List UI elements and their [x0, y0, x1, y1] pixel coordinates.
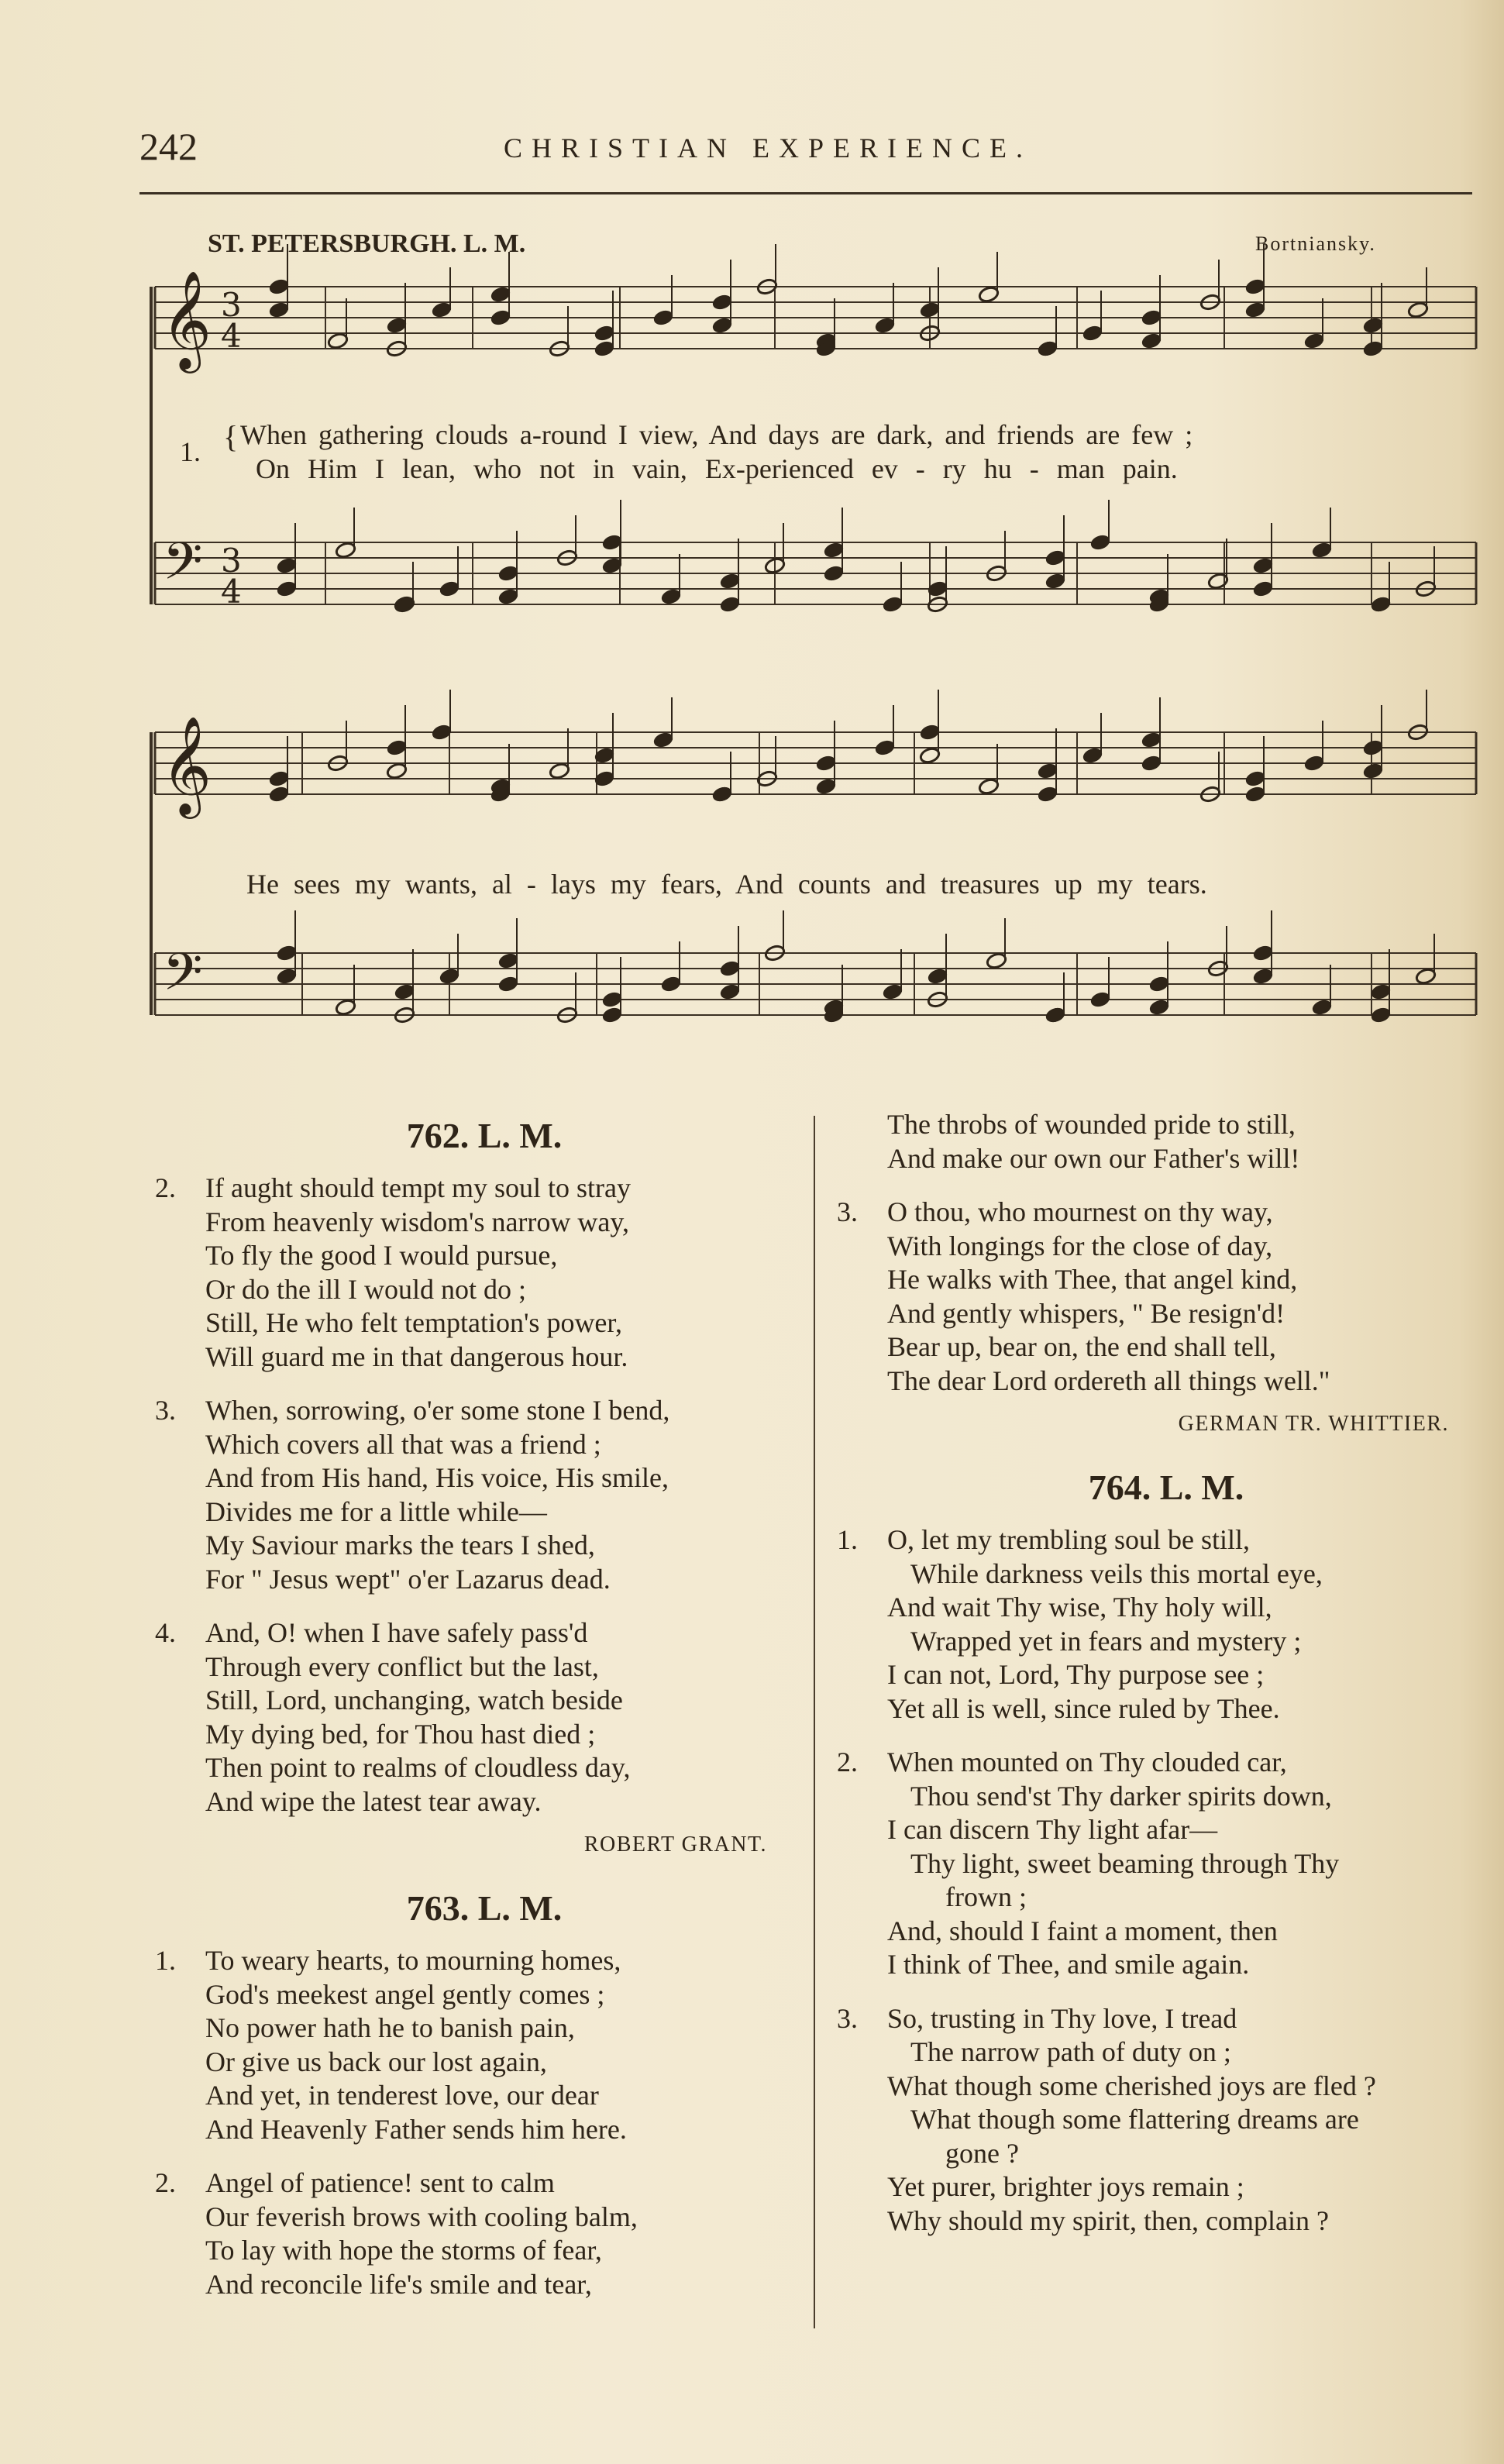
verse-line: Wrapped yet in fears and mystery ; [910, 1625, 1302, 1657]
verse-line: My dying bed, for Thou hast died ; [205, 1718, 596, 1750]
verse-line: God's meekest angel gently comes ; [205, 1978, 605, 2010]
verse-line: I can discern Thy light afar— [887, 1814, 1218, 1845]
verse-number: 3. [837, 1196, 858, 1227]
verse-line: O, let my trembling soul be still, [887, 1524, 1250, 1555]
hymn-763-attribution: GERMAN TR. WHITTIER. [1178, 1412, 1449, 1436]
verse-line: Divides me for a little while— [205, 1495, 547, 1527]
page-number: 242 [139, 125, 198, 168]
hymn-763-heading: 763. L. M. [406, 1888, 563, 1928]
verse [837, 1746, 1495, 1982]
verse-line: And, O! when I have safely pass'd [205, 1617, 588, 1648]
verse-line: The narrow path of duty on ; [910, 2036, 1231, 2067]
verse-line: Yet all is well, since ruled by Thee. [887, 1692, 1280, 1724]
verse [837, 1196, 1495, 1398]
hymn-762-verses [155, 1172, 814, 1819]
svg-text:4: 4 [221, 573, 242, 611]
verse-line: And wipe the latest tear away. [205, 1785, 542, 1817]
verse-line: And reconcile life's smile and tear, [205, 2268, 592, 2300]
svg-text:𝄞: 𝄞 [161, 715, 212, 814]
verse-number: 3. [155, 1395, 176, 1426]
verse-line: gone ? [945, 2137, 1019, 2169]
lyrics-system1-line2: On Him I lean, who not in vain, Ex-perienced ev - ry hu - man pain. [256, 453, 1178, 484]
lyrics-system2-line: He sees my wants, al - lays my fears, And counts and treasures up my tears. [246, 869, 1207, 900]
hymn-763-verse-3 [837, 1196, 1495, 1398]
verse-line: Yet purer, brighter joys remain ; [887, 2171, 1244, 2202]
verse-line: And wait Thy wise, Thy holy will, [887, 1592, 1272, 1623]
verse-line: And Heavenly Father sends him here. [205, 2113, 627, 2145]
verse-line: Why should my spirit, then, complain ? [887, 2204, 1329, 2236]
hymn-762-attribution: ROBERT GRANT. [583, 1833, 767, 1857]
verse-line: The throbs of wounded pride to still, [887, 1109, 1296, 1140]
verse-line: To lay with hope the storms of fear, [205, 2235, 602, 2266]
verse-line: frown ; [945, 1881, 1027, 1912]
verse-line: Thy light, sweet beaming through Thy [910, 1847, 1340, 1879]
verse-number: 4. [155, 1617, 176, 1648]
verse-line: Thou send'st Thy darker spirits down, [910, 1780, 1332, 1812]
verse-line: When, sorrowing, o'er some stone I bend, [205, 1395, 670, 1426]
hymn-764-heading: 764. L. M. [1088, 1468, 1244, 1507]
verse-line: Still, Lord, unchanging, watch beside [205, 1685, 623, 1716]
stanza-number: 1. [180, 436, 201, 467]
verse-line: When mounted on Thy clouded car, [887, 1746, 1287, 1777]
verse [155, 1944, 814, 2146]
verse-number: 2. [155, 1172, 176, 1203]
verse [155, 1394, 814, 1596]
verse-line: What though some flattering dreams are [910, 2104, 1359, 2135]
verse-line: For " Jesus wept" o'er Lazarus dead. [205, 1563, 611, 1595]
svg-text:𝄢: 𝄢 [163, 532, 203, 604]
verse-number: 2. [155, 2167, 176, 2198]
verse-line: And yet, in tenderest love, our dear [205, 2080, 599, 2111]
verse-line: Our feverish brows with cooling balm, [205, 2201, 638, 2232]
hymn-762-heading: 762. L. M. [406, 1116, 563, 1155]
verse [155, 2166, 814, 2301]
verse-line: If aught should tempt my soul to stray [205, 1172, 631, 1203]
composer-name: Bortniansky. [1255, 232, 1376, 255]
verse-line: Bear up, bear on, the end shall tell, [887, 1331, 1276, 1362]
verse-line: The dear Lord ordereth all things well." [887, 1364, 1330, 1396]
verse [155, 1172, 814, 1374]
hymn-763-verses [155, 1944, 814, 2301]
verse-line: And from His hand, His voice, His smile, [205, 1462, 669, 1493]
verse-line: So, trusting in Thy love, I tread [887, 2002, 1237, 2034]
verse-line: Or do the ill I would not do ; [205, 1273, 526, 1305]
verse-line: To fly the good I would pursue, [205, 1240, 558, 1271]
verse-line: Through every conflict but the last, [205, 1650, 599, 1682]
svg-text:4: 4 [221, 317, 242, 355]
verse-line: I think of Thee, and smile again. [887, 1949, 1250, 1980]
verse-line: Which covers all that was a friend ; [205, 1428, 601, 1460]
verse [155, 1616, 814, 1819]
verse-line: And gently whispers, " Be resign'd! [887, 1297, 1285, 1329]
column-divider [814, 1116, 815, 2328]
right-column [837, 1108, 1495, 2258]
verse-line: From heavenly wisdom's narrow way, [205, 1206, 630, 1237]
verse-line: Will guard me in that dangerous hour. [205, 1340, 628, 1372]
left-column [155, 1108, 814, 2321]
verse-line: And make our own our Father's will! [887, 1142, 1300, 1174]
hymn-763-continuation [837, 1108, 1495, 1175]
verse [837, 2002, 1495, 2239]
music-score [0, 0, 1504, 1085]
verse-line: With longings for the close of day, [887, 1230, 1273, 1261]
verse-line: He walks with Thee, that angel kind, [887, 1264, 1298, 1295]
verse-number: 3. [837, 2002, 858, 2034]
stanza-brace: { [223, 419, 239, 454]
verse-line: Still, He who felt temptation's power, [205, 1307, 622, 1338]
verse-line: No power hath he to banish pain, [205, 2012, 575, 2043]
music-notes [161, 244, 1437, 1024]
svg-text:3: 3 [221, 286, 242, 324]
hymn-764-verses [837, 1523, 1495, 2238]
verse-line: Then point to realms of cloudless day, [205, 1752, 631, 1783]
verse-line: And, should I faint a moment, then [887, 1915, 1278, 1946]
verse-line: O thou, who mournest on thy way, [887, 1196, 1273, 1227]
running-title: CHRISTIAN EXPERIENCE. [504, 132, 1032, 163]
verse-line: Angel of patience! sent to calm [205, 2167, 555, 2198]
tune-name: ST. PETERSBURGH. L. M. [208, 229, 526, 258]
verse-line: What though some cherished joys are fled ? [887, 2070, 1376, 2101]
verse-line: While darkness veils this mortal eye, [910, 1557, 1323, 1589]
svg-text:𝄞: 𝄞 [161, 270, 212, 369]
verse-number: 1. [155, 1945, 176, 1976]
verse-line: I can not, Lord, Thy purpose see ; [887, 1659, 1265, 1690]
verse-line: My Saviour marks the tears I shed, [205, 1530, 595, 1561]
staff-lines [151, 287, 1476, 1015]
svg-text:3: 3 [221, 542, 242, 580]
verse-line: To weary hearts, to mourning homes, [205, 1945, 621, 1976]
verse-number: 1. [837, 1524, 858, 1555]
verse-line: Or give us back our lost again, [205, 2046, 547, 2077]
lyrics-system1-line1: When gathering clouds a-round I view, And days are dark, and friends are few ; [240, 419, 1193, 450]
verse-number: 2. [837, 1746, 858, 1777]
svg-text:𝄢: 𝄢 [163, 942, 203, 1014]
verse [837, 1523, 1495, 1726]
